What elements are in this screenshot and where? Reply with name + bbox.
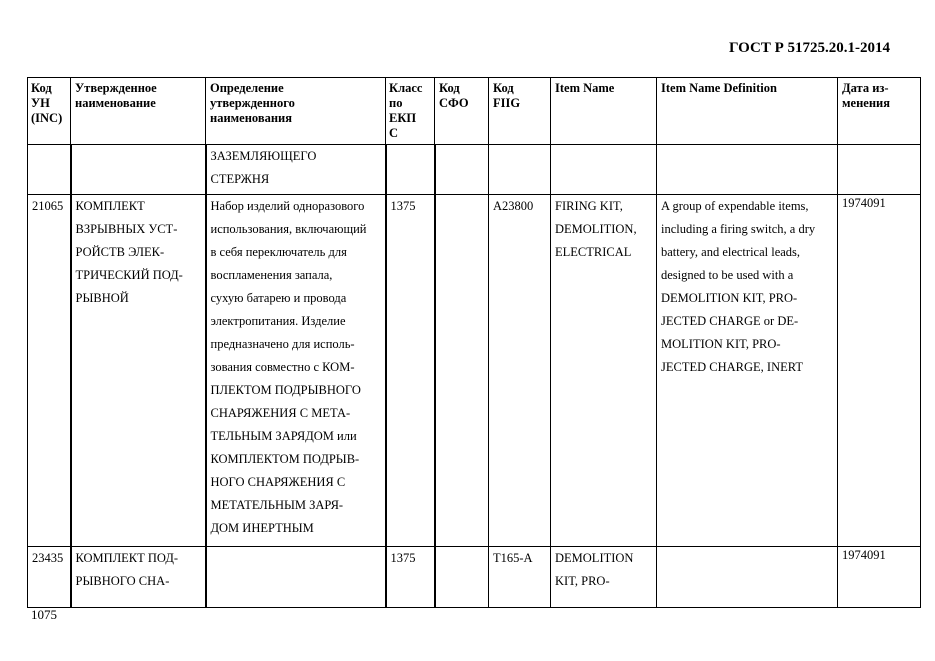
cell-sfo	[435, 145, 489, 195]
cell-class: 1375	[386, 547, 435, 608]
cell-fiig	[489, 145, 551, 195]
cell-item-name: DEMOLITION KIT, PRO-	[551, 547, 657, 608]
cell-item-name	[551, 145, 657, 195]
cell-sfo	[435, 195, 489, 547]
column-header-fiig: Код FIIG	[489, 78, 551, 145]
cell-date: 1974091	[838, 195, 921, 547]
cell-fiig: T165-A	[489, 547, 551, 608]
table-row	[28, 547, 921, 608]
column-header-item-name: Item Name	[551, 78, 657, 145]
cell-inc: 23435	[28, 547, 71, 608]
column-header-sfo: Код СФО	[435, 78, 489, 145]
cell-inc: 21065	[28, 195, 71, 547]
cell-fiig: A23800	[489, 195, 551, 547]
table-row	[28, 195, 921, 547]
column-header-definition: Определение утвержденного наименования	[206, 78, 386, 145]
cell-date: 1974091	[838, 547, 921, 608]
column-header-inc: Код УН (INC)	[28, 78, 71, 145]
document-code: ГОСТ Р 51725.20.1-2014	[728, 40, 890, 56]
cell-name: КОМПЛЕКТ ПОД- РЫВНОГО СНА-	[71, 547, 206, 608]
cell-name	[71, 145, 206, 195]
cell-item-definition: A group of expendable items, including a firing switch, a dry battery, and electrical leads, designed to be used with a DEMOLITION KIT, PRO- JECTED CHARGE or DE- MOLITION KIT, PRO- JECTED CHARGE, INERT	[657, 195, 838, 547]
table-row	[28, 145, 921, 195]
column-header-approved-name: Утвержденное наименование	[71, 78, 206, 145]
cell-definition	[206, 547, 386, 608]
column-header-class: Класс по ЕКП С	[386, 78, 435, 145]
cell-sfo	[435, 547, 489, 608]
table-header-row	[28, 78, 921, 145]
cell-class	[386, 145, 435, 195]
column-header-change-date: Дата из- менения	[838, 78, 921, 145]
page-number: 1075	[31, 607, 57, 622]
cell-class: 1375	[386, 195, 435, 547]
cell-date	[838, 145, 921, 195]
cell-definition: Набор изделий одноразового использования, включающий в себя переключатель для воспламенения запала, сухую батарею и провода электропитания. Изделие предназначено для исполь- зования совместно с КОМ- ПЛЕКТОМ ПОДРЫВНОГО СНАРЯЖЕНИЯ С МЕТА- ТЕЛЬНЫМ ЗАРЯДОМ или КОМПЛЕКТОМ ПОДРЫВ- НОГО СНАРЯЖЕНИЯ С МЕТАТЕЛЬНЫМ ЗАРЯ- ДОМ ИНЕРТНЫМ	[206, 195, 386, 547]
cell-item-name: FIRING KIT, DEMOLITION, ELECTRICAL	[551, 195, 657, 547]
cell-name: КОМПЛЕКТ ВЗРЫВНЫХ УСТ- РОЙСТВ ЭЛЕК- ТРИЧЕСКИЙ ПОД- РЫВНОЙ	[71, 195, 206, 547]
cell-definition: ЗАЗЕМЛЯЮЩЕГО СТЕРЖНЯ	[206, 145, 386, 195]
cell-item-definition	[657, 145, 838, 195]
column-header-item-definition: Item Name Definition	[657, 78, 838, 145]
cell-inc	[28, 145, 71, 195]
cell-item-definition	[657, 547, 838, 608]
catalog-table	[27, 77, 921, 608]
